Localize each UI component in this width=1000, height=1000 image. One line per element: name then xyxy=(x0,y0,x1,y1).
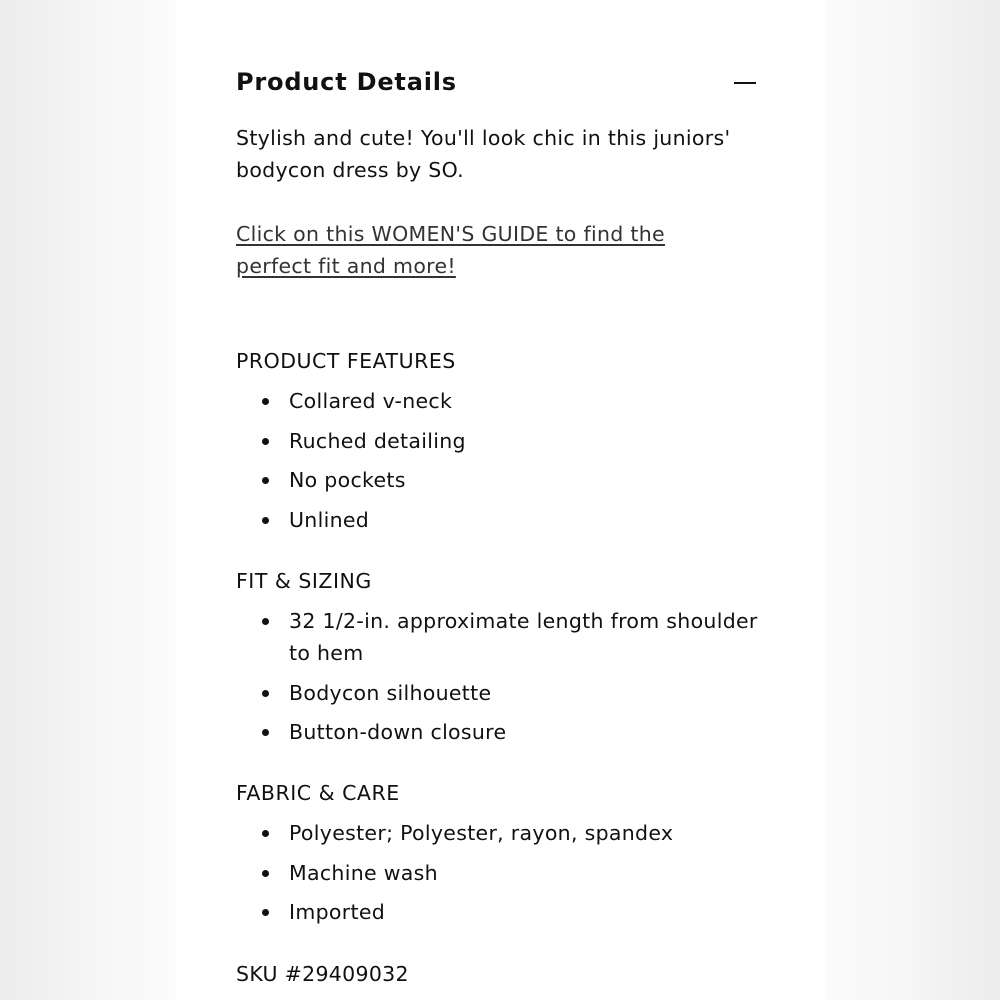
womens-guide-link[interactable]: Click on this WOMEN'S GUIDE to find the perfect fit and more! xyxy=(236,222,665,278)
list-item xyxy=(236,385,776,417)
sku-number: SKU #29409032 xyxy=(236,962,409,986)
fabric-care-section xyxy=(236,777,776,936)
list-item xyxy=(236,464,776,496)
product-description: Stylish and cute! You'll look chic in this juniors' bodycon dress by SO. xyxy=(236,126,731,182)
product-details-header[interactable] xyxy=(236,66,756,106)
list-item xyxy=(236,716,776,748)
feature-list xyxy=(236,385,776,536)
list-item-text: Imported xyxy=(289,900,386,924)
bullet-dot-icon xyxy=(262,909,269,916)
list-item xyxy=(236,677,776,709)
section-title: Product Details xyxy=(236,68,457,96)
list-item xyxy=(236,504,776,536)
background-right xyxy=(826,0,1000,1000)
list-item xyxy=(236,425,776,457)
minus-icon[interactable] xyxy=(734,82,756,84)
list-item-text: Button-down closure xyxy=(289,720,507,744)
bullet-dot-icon xyxy=(262,729,269,736)
bullet-dot-icon xyxy=(262,618,269,625)
fit-list xyxy=(236,605,776,748)
bullet-dot-icon xyxy=(262,477,269,484)
product-features-section xyxy=(236,345,776,543)
list-item-text: Machine wash xyxy=(289,860,438,885)
section-heading: PRODUCT FEATURES xyxy=(236,349,456,373)
list-item-text: Bodycon silhouette xyxy=(289,680,492,705)
bullet-dot-icon xyxy=(262,830,269,837)
list-item-text: 32 1/2-in. approximate length from shoulder to hem xyxy=(289,609,758,665)
fabric-list xyxy=(236,817,776,928)
section-heading: FABRIC & CARE xyxy=(236,781,400,805)
bullet-dot-icon xyxy=(262,870,269,877)
list-item-text: Collared v-neck xyxy=(289,389,453,413)
section-heading: FIT & SIZING xyxy=(236,569,372,593)
bullet-dot-icon xyxy=(262,517,269,524)
background-left xyxy=(0,0,176,1000)
product-details-panel xyxy=(176,0,826,1000)
list-item xyxy=(236,605,776,669)
list-item xyxy=(236,817,776,849)
list-item-text: Unlined xyxy=(289,507,370,532)
list-item-text: Polyester; Polyester, rayon, spandex xyxy=(289,821,674,845)
list-item xyxy=(236,857,776,889)
bullet-dot-icon xyxy=(262,690,269,697)
list-item xyxy=(236,896,776,928)
fit-sizing-section xyxy=(236,565,776,756)
list-item-text: Ruched detailing xyxy=(289,428,466,453)
bullet-dot-icon xyxy=(262,438,269,445)
list-item-text: No pockets xyxy=(289,468,406,492)
bullet-dot-icon xyxy=(262,398,269,405)
